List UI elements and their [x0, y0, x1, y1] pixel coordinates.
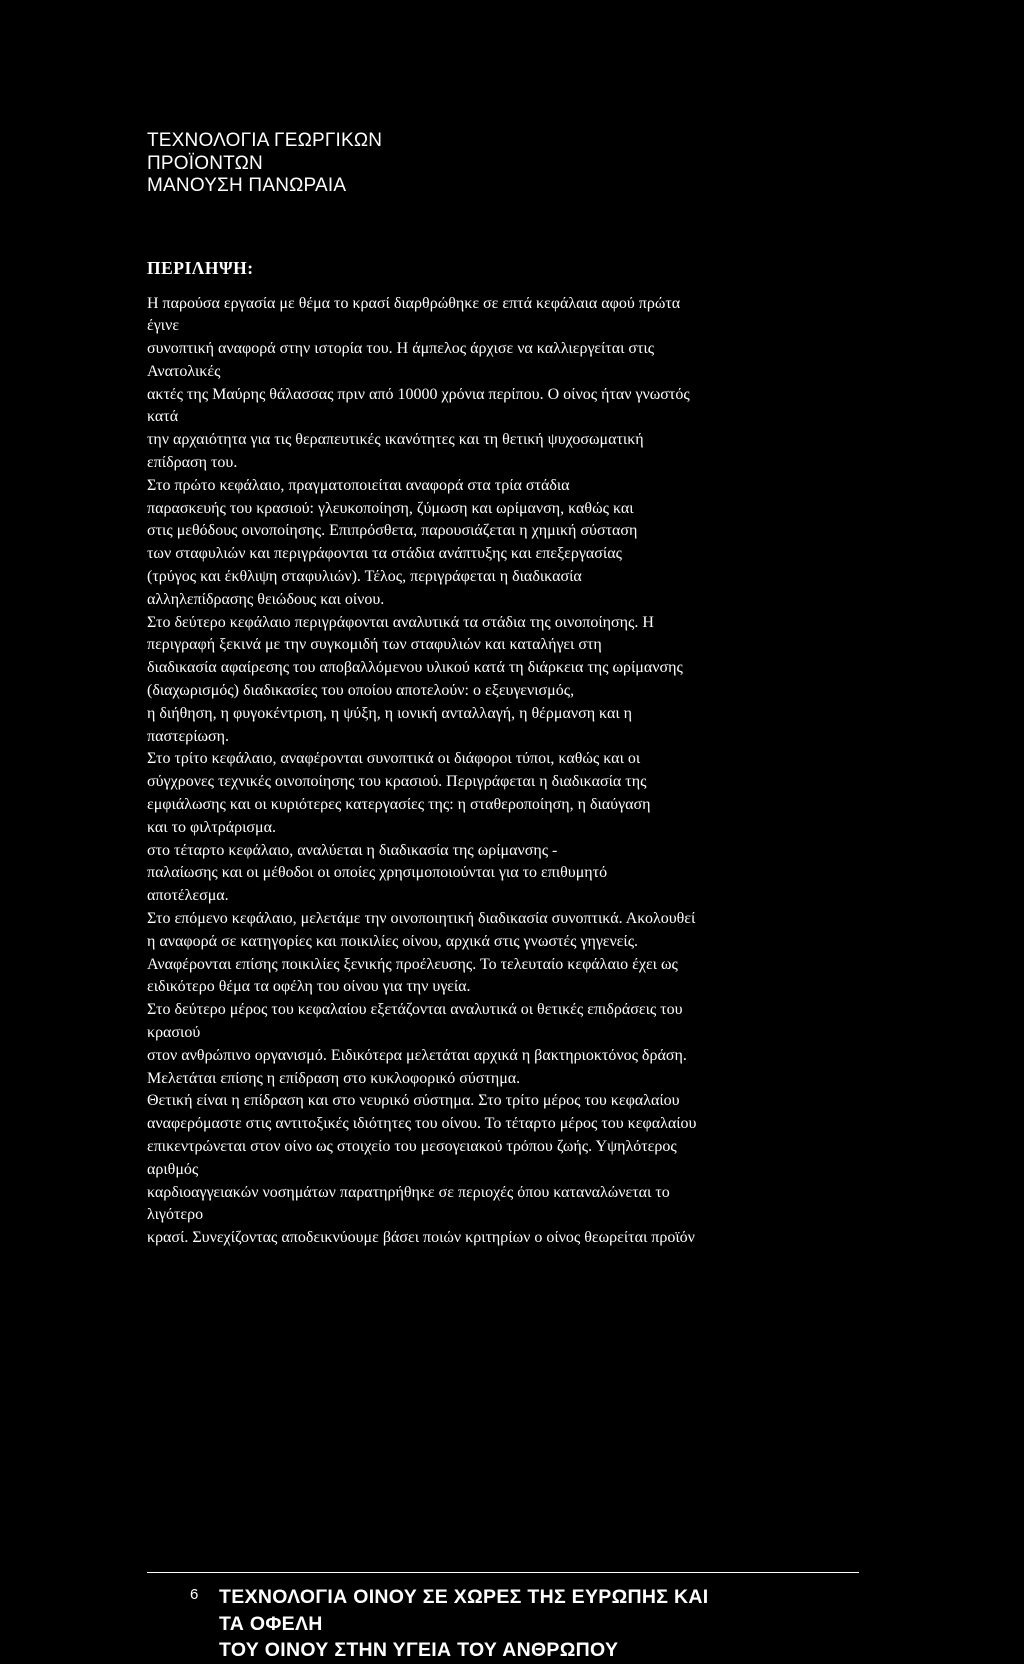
- course-title-line-2: ΠΡΟΪΟΝΤΩΝ: [147, 152, 263, 174]
- summary-line: καρδιοαγγειακών νοσημάτων παρατηρήθηκε σε περιοχές όπου καταναλώνεται το: [147, 1183, 670, 1201]
- summary-line: ακτές της Μαύρης θάλασσας πριν από 10000 χρόνια περίπου. Ο οίνος ήταν γνωστός: [147, 385, 690, 403]
- summary-line: των σταφυλιών και περιγράφονται τα στάδια ανάπτυξης και επεξεργασίας: [147, 545, 622, 563]
- summary-line: κρασιού: [147, 1024, 201, 1041]
- summary-line: αναφερόμαστε στις αντιτοξικές ιδιότητες του οίνου. Το τέταρτο μέρος του κεφαλαίου: [147, 1115, 697, 1133]
- summary-line: κρασί. Συνεχίζοντας αποδεικνύουμε βάσει ποιών κριτηρίων ο οίνος θεωρείται προϊόν: [147, 1229, 695, 1247]
- footer-title-line-3: ΤΟΥ ΟΙΝΟΥ ΣΤΗΝ ΥΓΕΙΑ ΤΟΥ ΑΝΘΡΩΠΟΥ: [219, 1639, 619, 1661]
- footer-divider: [147, 1572, 859, 1573]
- summary-line: στις μεθόδους οινοποίησης. Επιπρόσθετα, παρουσιάζεται η χημική σύσταση: [147, 522, 638, 540]
- summary-line: ειδικότερο θέμα τα οφέλη του οίνου για την υγεία.: [147, 978, 471, 996]
- summary-line: Στο πρώτο κεφάλαιο, πραγματοποιείται αναφορά στα τρία στάδια: [147, 476, 570, 494]
- summary-line: αποτέλεσμα.: [147, 887, 229, 905]
- summary-line: εμφιάλωσης και οι κυριότερες κατεργασίες της: η σταθεροποίηση, η διαύγαση: [147, 796, 651, 814]
- summary-line: Αναφέρονται επίσης ποικιλίες ξενικής προέλευσης. Το τελευταίο κεφάλαιο έχει ως: [147, 955, 678, 973]
- summary-line: παλαίωσης και οι μέθοδοι οι οποίες χρησιμοποιούνται για το επιθυμητό: [147, 864, 608, 882]
- summary-line: η αναφορά σε κατηγορίες και ποικιλίες οίνου, αρχικά στις γνωστές γηγενείς.: [147, 932, 639, 950]
- summary-line: περιγραφή ξεκινά με την συγκομιδή των σταφυλιών και καταλήγει στη: [147, 636, 602, 654]
- summary-line: Στο επόμενο κεφάλαιο, μελετάμε την οινοποιητική διαδικασία συνοπτικά. Ακολουθεί: [147, 910, 696, 928]
- summary-line: Στο δεύτερο κεφάλαιο περιγράφονται αναλυτικά τα στάδια της οινοποίησης. Η: [147, 613, 654, 631]
- document-header: [147, 130, 867, 198]
- summary-line: συνοπτική αναφορά στην ιστορία του. Η άμπελος άρχισε να καλλιεργείται στις: [147, 340, 655, 358]
- summary-line: Η παρούσα εργασία με θέμα το κρασί διαρθρώθηκε σε επτά κεφάλαια αφού πρώτα: [147, 294, 681, 312]
- footer-title-line-1: ΤΕΧΝΟΛΟΓΙΑ ΟΙΝΟΥ ΣΕ ΧΩΡΕΣ ΤΗΣ ΕΥΡΩΠΗΣ ΚΑΙ: [219, 1586, 709, 1608]
- footer-title: [219, 1584, 709, 1664]
- summary-line: κατά: [147, 408, 179, 426]
- summary-line: διαδικασία αφαίρεσης του αποβαλλόμενου υλικού κατά τη διάρκεια της ωρίμανσης: [147, 659, 683, 677]
- summary-line: (τρύγος και έκθλιψη σταφυλιών). Τέλος, περιγράφεται η διαδικασία: [147, 568, 582, 586]
- summary-line: η διήθηση, η φυγοκέντριση, η ψύξη, η ιονική ανταλλαγή, η θέρμανση και η: [147, 704, 633, 722]
- author-name: ΜΑΝΟΥΣΗ ΠΑΝΩΡΑΙΑ: [147, 175, 347, 196]
- summary-line: επικεντρώνεται στον οίνο ως στοιχείο του μεσογειακού τρόπου ζωής. Υψηλότερος: [147, 1137, 677, 1155]
- document-page: [147, 130, 867, 1250]
- summary-line: Μελετάται επίσης η επίδραση στο κυκλοφορικό σύστημα.: [147, 1069, 521, 1087]
- summary-body: [147, 293, 867, 1250]
- summary-line: σύγχρονες τεχνικές οινοποίησης του κρασιού. Περιγράφεται η διαδικασία της: [147, 773, 647, 791]
- summary-line: παστερίωση.: [147, 727, 230, 745]
- footer-title-line-2: ΤΑ ΟΦΕΛΗ: [219, 1612, 323, 1635]
- course-title-line-1: ΤΕΧΝΟΛΟΓΙΑ ΓΕΩΡΓΙΚΩΝ: [147, 130, 383, 151]
- summary-line: στο τέταρτο κεφάλαιο, αναλύεται η διαδικασία της ωρίμανσης -: [147, 841, 558, 859]
- page-number: 6: [190, 1586, 199, 1603]
- summary-heading: ΠΕΡΙΛΗΨΗ:: [147, 257, 254, 278]
- summary-line: αριθμός: [147, 1160, 199, 1178]
- summary-line: παρασκευής του κρασιού: γλευκοποίηση, ζύμωση και ωρίμανση, καθώς και: [147, 499, 634, 517]
- summary-line: αλληλεπίδρασης θειώδους και οίνου.: [147, 590, 385, 608]
- summary-line: Στο δεύτερο μέρος του κεφαλαίου εξετάζονται αναλυτικά οι θετικές επιδράσεις του: [147, 1001, 683, 1019]
- summary-line: (διαχωρισμός) διαδικασίες του οποίου αποτελούν: ο εξευγενισμός,: [147, 682, 575, 700]
- summary-line: Στο τρίτο κεφάλαιο, αναφέρονται συνοπτικά οι διάφοροι τύποι, καθώς και οι: [147, 750, 641, 768]
- summary-line: στον ανθρώπινο οργανισμό. Ειδικότερα μελετάται αρχικά η βακτηριοκτόνος δράση.: [147, 1046, 687, 1064]
- summary-line: έγινε: [147, 317, 180, 335]
- summary-line: και το φιλτράρισμα.: [147, 818, 277, 836]
- summary-line: λιγότερο: [147, 1206, 204, 1224]
- summary-line: επίδραση του.: [147, 454, 238, 472]
- summary-line: Θετική είναι η επίδραση και στο νευρικό σύστημα. Στο τρίτο μέρος του κεφαλαίου: [147, 1092, 680, 1110]
- summary-line: την αρχαιότητα για τις θεραπευτικές ικανότητες και τη θετική ψυχοσωματική: [147, 431, 644, 449]
- summary-line: Ανατολικές: [147, 362, 221, 380]
